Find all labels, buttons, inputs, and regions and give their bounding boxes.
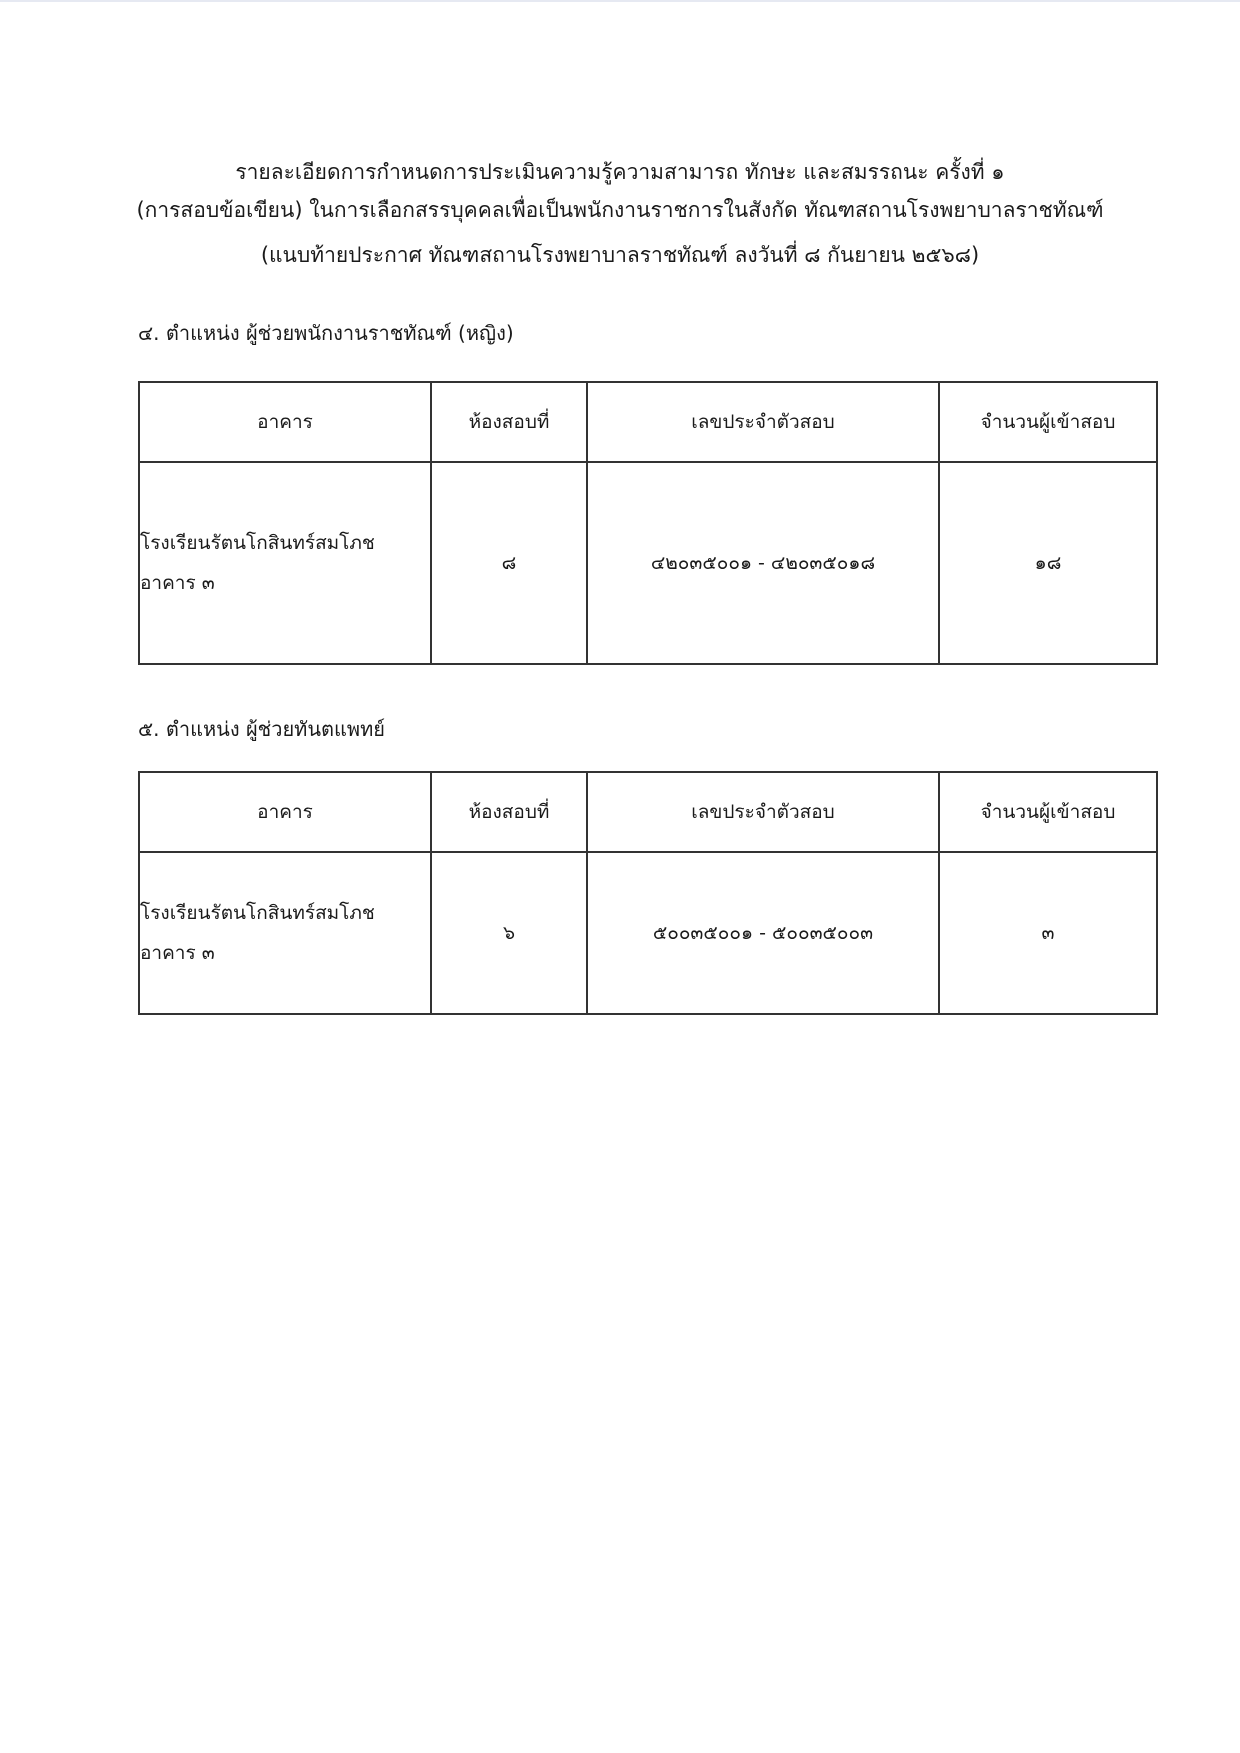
column-header-examinee-count: จำนวนผู้เข้าสอบ	[939, 772, 1157, 852]
cell-examinee-count: ๑๘	[939, 462, 1157, 664]
building-name: โรงเรียนรัตนโกสินทร์สมโภช	[140, 902, 375, 924]
column-header-exam-ids: เลขประจำตัวสอบ	[587, 772, 939, 852]
cell-exam-ids: ๕๐๐๓๕๐๐๑ - ๕๐๐๓๕๐๐๓	[587, 852, 939, 1014]
document-title-line-3: (แนบท้ายประกาศ ทัณฑสถานโรงพยาบาลราชทัณฑ์ ลงวันที่ ๘ กันยายน ๒๕๖๘)	[260, 243, 980, 267]
document-title-line-2: (การสอบข้อเขียน) ในการเลือกสรรบุคคลเพื่อเป็นพนักงานราชการในสังกัด ทัณฑสถานโรงพยาบาลราชทัณฑ์	[136, 198, 1104, 222]
section-4-title: ๔. ตำแหน่ง ผู้ช่วยพนักงานราชทัณฑ์ (หญิง)	[138, 321, 514, 345]
column-header-room: ห้องสอบที่	[431, 772, 587, 852]
cell-examinee-count: ๓	[939, 852, 1157, 1014]
building-name: โรงเรียนรัตนโกสินทร์สมโภช	[140, 532, 375, 554]
section-4-table	[138, 381, 1158, 665]
section-5-table	[138, 771, 1158, 1015]
column-header-building: อาคาร	[139, 382, 431, 462]
cell-room: ๘	[431, 462, 587, 664]
building-number: อาคาร ๓	[140, 572, 215, 594]
column-header-examinee-count: จำนวนผู้เข้าสอบ	[939, 382, 1157, 462]
table-header-row	[139, 772, 1157, 852]
table-row	[139, 852, 1157, 1014]
cell-building	[139, 462, 431, 664]
cell-building	[139, 852, 431, 1014]
table-row	[139, 462, 1157, 664]
column-header-room: ห้องสอบที่	[431, 382, 587, 462]
column-header-building: อาคาร	[139, 772, 431, 852]
section-5-title: ๕. ตำแหน่ง ผู้ช่วยทันตแพทย์	[138, 717, 386, 741]
document-title-line-1: รายละเอียดการกำหนดการประเมินความรู้ความสามารถ ทักษะ และสมรรถนะ ครั้งที่ ๑	[235, 160, 1005, 184]
column-header-exam-ids: เลขประจำตัวสอบ	[587, 382, 939, 462]
building-number: อาคาร ๓	[140, 942, 215, 964]
cell-exam-ids: ๔๒๐๓๕๐๐๑ - ๔๒๐๓๕๐๑๘	[587, 462, 939, 664]
page-top-edge	[0, 0, 1240, 2]
table-header-row	[139, 382, 1157, 462]
cell-room: ๖	[431, 852, 587, 1014]
